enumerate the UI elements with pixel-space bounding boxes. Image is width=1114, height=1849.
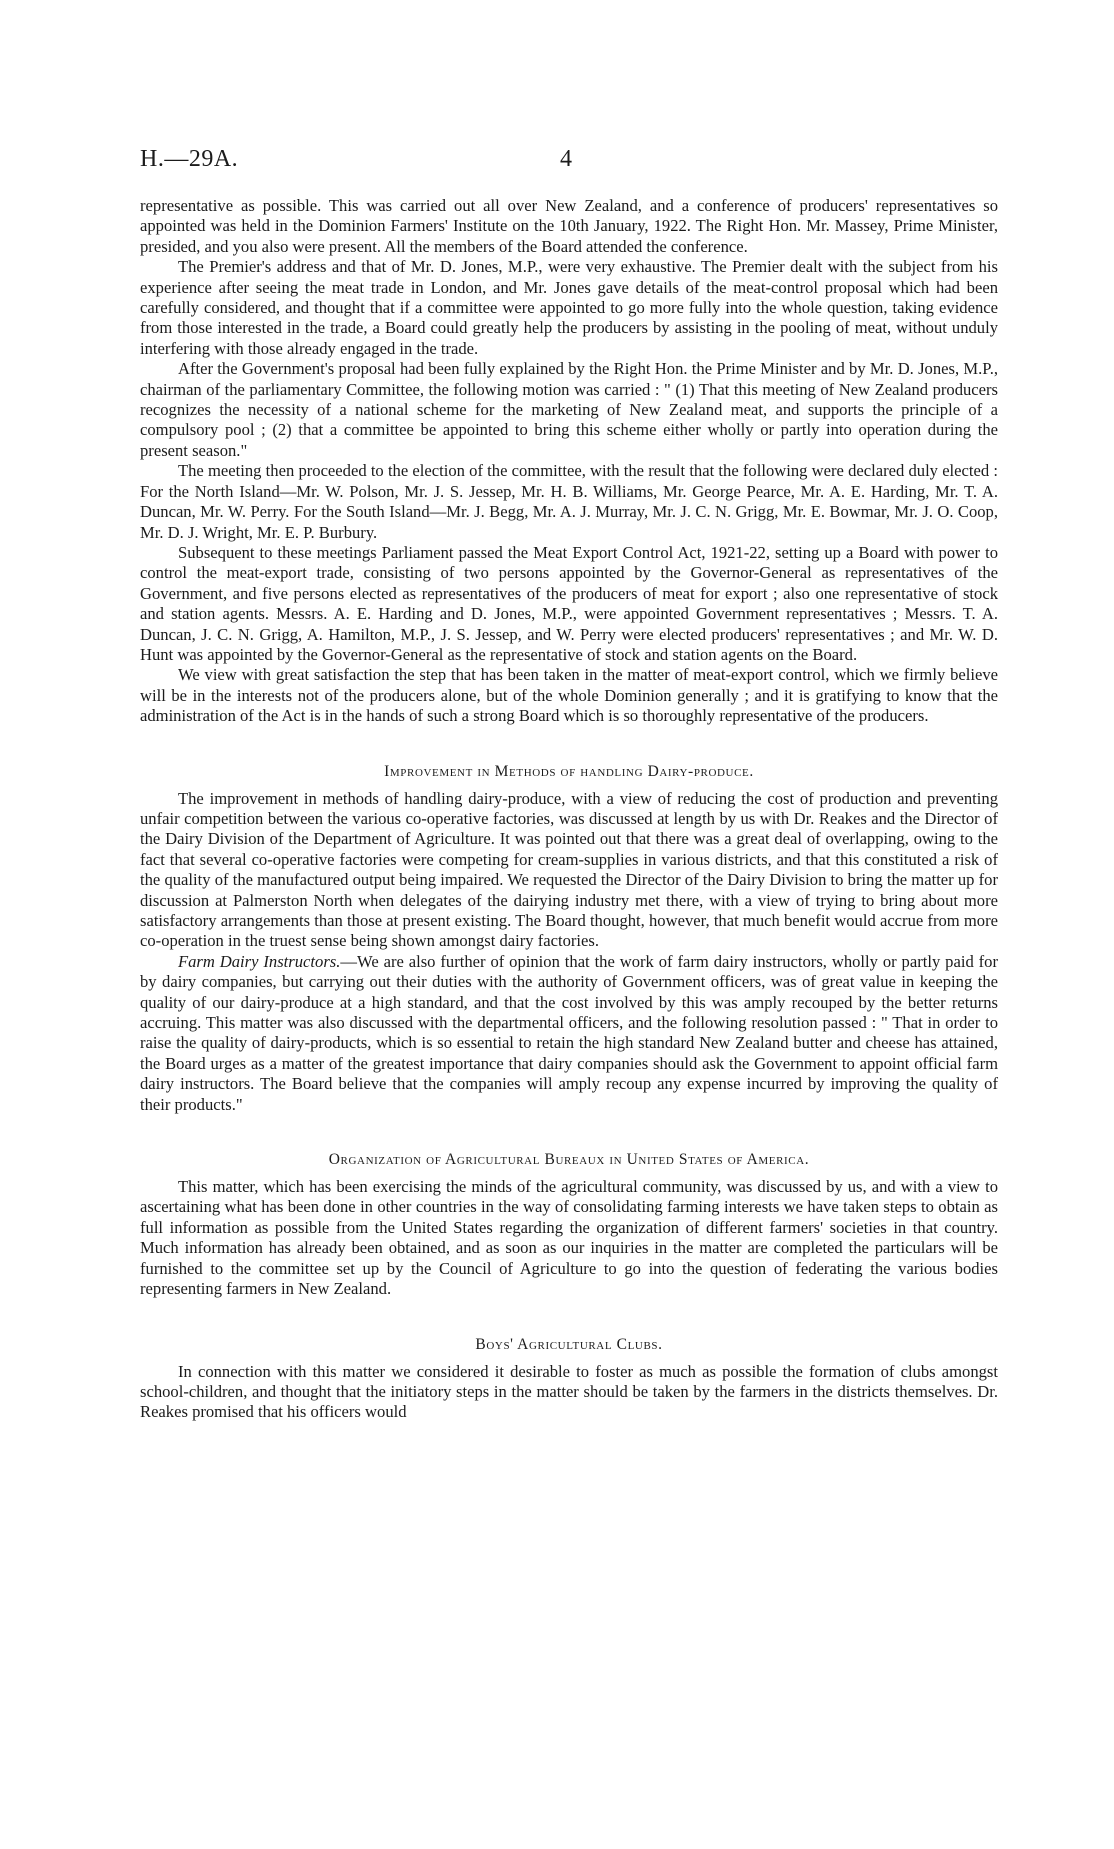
- paragraph-intro-1: representative as possible. This was carried out all over New Zealand, and a conference of producers' representatives so appointed was held in the Dominion Farmers' Institute on the 10th January, 1922. The Right Hon. Mr. Massey, Prime Minister, presided, and you also were present. All the members of the Board attended the conference.: [140, 196, 998, 256]
- paragraph-intro-3: After the Government's proposal had been fully explained by the Right Hon. the Prime Minister and by Mr. D. Jones, M.P., chairman of the parliamentary Committee, the following motion was carried : " (1) That this meeting of New Zealand producers recognizes the necessity of a national scheme for the marketing of New Zealand meat, and supports the principle of a compulsory pool ; (2) that a committee be appointed to bring this scheme either wholly or partly into operation during the present season.": [140, 359, 998, 460]
- page-header: [140, 146, 1000, 176]
- page-number: 4: [560, 146, 572, 172]
- paragraph-clubs-1: In connection with this matter we considered it desirable to foster as much as possible the formation of clubs amongst school-children, and thought that the initiatory steps in the matter should be taken by the farmers in the districts themselves. Dr. Reakes promised that his officers would: [140, 1361, 998, 1422]
- paragraph-dairy-2-text: —We are also further of opinion that the work of farm dairy instructors, wholly or partly paid for by dairy companies, but carrying out their duties with the authority of Government officers, was of great value in keeping the quality of our dairy-produce at a high standard, and that the cost involved by this was amply recouped by the better returns accruing. This matter was also discussed with the departmental officers, and the following resolution passed : " That in order to raise the quality of dairy-products, which is so essential to retain the high standard New Zealand butter and cheese has attained, the Board urges as a matter of the greatest importance that dairy companies should ask the Government to appoint official farm dairy instructors. The Board believe that the companies will amply recoup any expense incurred by improving the quality of their products.": [140, 951, 998, 1114]
- section-heading-clubs: Boys' Agricultural Clubs.: [475, 1335, 663, 1353]
- paragraph-intro-6: We view with great satisfaction the step that has been taken in the matter of meat-export control, which we firmly believe will be in the interests not of the producers alone, but of the whole Dominion generally ; and it is gratifying to know that the administration of the Act is in the hands of such a strong Board which is so thoroughly representative of the producers.: [140, 665, 998, 726]
- document-body: [140, 196, 998, 1423]
- document-reference: H.—29A.: [140, 146, 239, 172]
- paragraph-bureaux-1: This matter, which has been exercising the minds of the agricultural community, was discussed by us, and with a view to ascertaining what has been done in other countries in the way of consolidating farming interests we have taken steps to obtain as full information as possible from the United States regarding the organization of different farmers' societies in that country. Much information has already been obtained, and as soon as our inquiries in the matter are completed the particulars will be furnished to the committee set up by the Council of Agriculture to go into the question of federating the various bodies representing farmers in New Zealand.: [140, 1177, 998, 1299]
- paragraph-intro-5: Subsequent to these meetings Parliament passed the Meat Export Control Act, 1921-22, setting up a Board with power to control the meat-export trade, consisting of two persons appointed by the Governor-General as representatives of the Government, and five persons elected as representatives of the producers of meat for export ; also one representative of stock and station agents. Messrs. A. E. Harding and D. Jones, M.P., were appointed Government representatives ; Messrs. T. A. Duncan, J. C. N. Grigg, A. Hamilton, M.P., J. S. Jessep, and W. Perry were elected producers' representatives ; and Mr. W. D. Hunt was appointed by the Governor-General as the representative of stock and station agents on the Board.: [140, 542, 998, 664]
- paragraph-intro-4: The meeting then proceeded to the election of the committee, with the result that the following were declared duly elected : For the North Island—Mr. W. Polson, Mr. J. S. Jessep, Mr. H. B. Williams, Mr. George Pearce, Mr. A. E. Harding, Mr. T. A. Duncan, Mr. W. Perry. For the South Island—Mr. J. Begg, Mr. A. J. Murray, Mr. J. C. N. Grigg, Mr. E. Bowmar, Mr. J. O. Coop, Mr. D. J. Wright, Mr. E. P. Burbury.: [140, 461, 998, 542]
- paragraph-dairy-1: The improvement in methods of handling dairy-produce, with a view of reducing the cost of production and preventing unfair competition between the various co-operative factories, was discussed at length by us with Dr. Reakes and the Director of the Dairy Division of the Department of Agriculture. It was pointed out that there was a great deal of overlapping, owing to the fact that several co-operative factories were competing for cream-supplies in various districts, and that this constituted a risk of the quality of the manufactured output being impaired. We requested the Director of the Dairy Division to bring the matter up for discussion at Palmerston North when delegates of the dairying industry met there, with a view of trying to bring about more satisfactory arrangements than those at present existing. The Board thought, however, that much benefit would accrue from more co-operation in the truest sense being shown amongst dairy factories.: [140, 788, 998, 951]
- section-heading-bureaux: Organization of Agricultural Bureaux in United States of America.: [328, 1151, 810, 1169]
- run-in-heading: Farm Dairy Instructors.: [178, 951, 341, 971]
- paragraph-dairy-2: [140, 952, 998, 1115]
- section-heading-dairy: Improvement in Methods of handling Dairy-produce.: [384, 762, 754, 780]
- paragraph-intro-2: The Premier's address and that of Mr. D. Jones, M.P., were very exhaustive. The Premier dealt with the subject from his experience after seeing the meat trade in London, and Mr. Jones gave details of the meat-control proposal which had been carefully considered, and thought that if a committee were appointed to go more fully into the whole question, taking evidence from those interested in the trade, a Board could greatly help the producers by assisting in the pooling of meat, without unduly interfering with those already engaged in the trade.: [140, 257, 998, 358]
